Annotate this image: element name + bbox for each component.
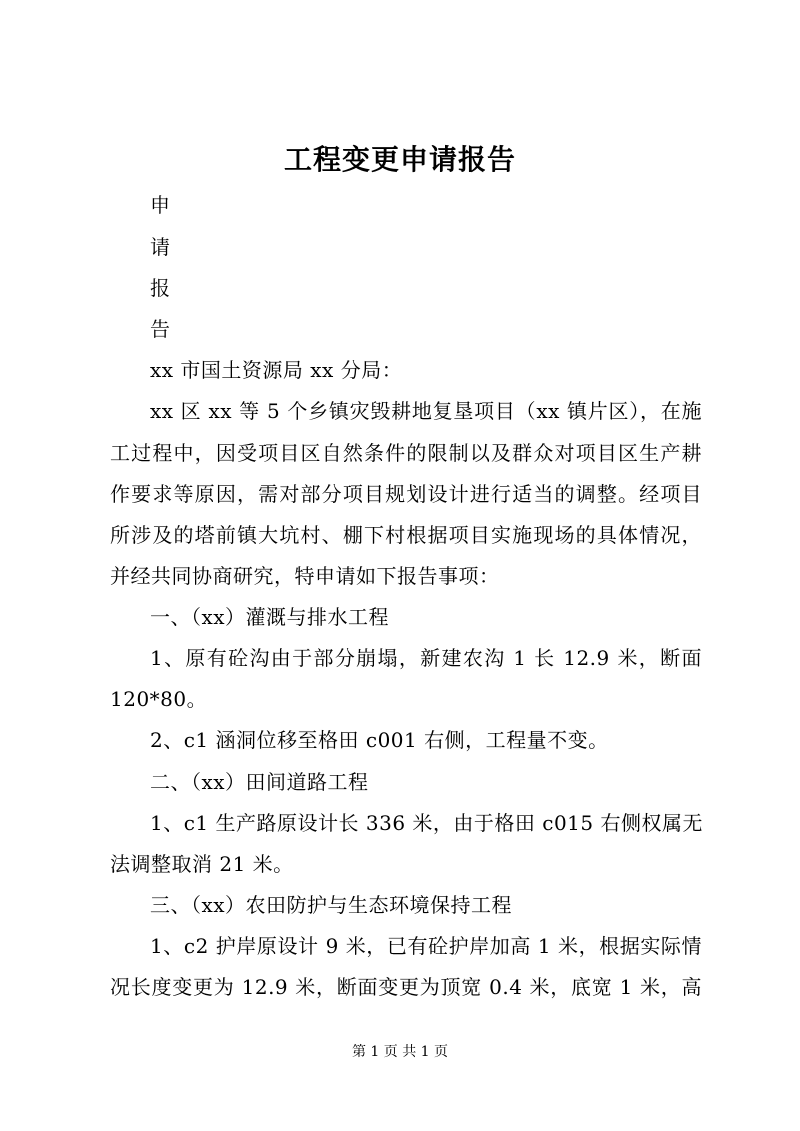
vertical-heading-char: 告 <box>150 317 171 341</box>
addressee: xx 市国土资源局 xx 分局： <box>150 358 403 382</box>
page-footer: 第 1 页 共 1 页 <box>351 1044 449 1060</box>
item-line: 1、c1 生产路原设计长 336 米，由于格田 c015 右侧权属无 <box>150 811 703 835</box>
item-line: 120*80。 <box>110 687 208 711</box>
paragraph-line: 并经共同协商研究，特申请如下报告事项： <box>110 564 500 588</box>
paragraph-line: 作要求等原因，需对部分项目规划设计进行适当的调整。经项目 <box>110 482 702 506</box>
paragraph-line: 所涉及的塔前镇大坑村、棚下村根据项目实施现场的具体情况， <box>110 523 702 547</box>
paragraph-line: xx 区 xx 等 5 个乡镇灾毁耕地复垦项目（xx 镇片区），在施 <box>150 399 702 423</box>
paragraph-line: 工过程中，因受项目区自然条件的限制以及群众对项目区生产耕 <box>110 441 702 465</box>
item-line: 2、c1 涵洞位移至格田 c001 右侧，工程量不变。 <box>150 728 609 752</box>
section-heading: 一、（xx）灌溉与排水工程 <box>150 605 390 629</box>
item-line: 1、c2 护岸原设计 9 米，已有砼护岸加高 1 米，根据实际情 <box>150 934 702 958</box>
item-line: 法调整取消 21 米。 <box>110 852 294 876</box>
item-line: 1、原有砼沟由于部分崩塌，新建农沟 1 长 12.9 米，断面 <box>150 646 702 670</box>
vertical-heading-char: 请 <box>150 235 171 259</box>
item-line: 况长度变更为 12.9 米，断面变更为顶宽 0.4 米，底宽 1 米，高 <box>110 975 702 999</box>
section-heading: 三、（xx）农田防护与生态环境保持工程 <box>150 893 513 917</box>
vertical-heading-char: 报 <box>150 276 171 300</box>
document-title: 工程变更申请报告 <box>283 143 516 176</box>
vertical-heading-char: 申 <box>150 193 171 217</box>
section-heading: 二、（xx）田间道路工程 <box>150 770 369 794</box>
